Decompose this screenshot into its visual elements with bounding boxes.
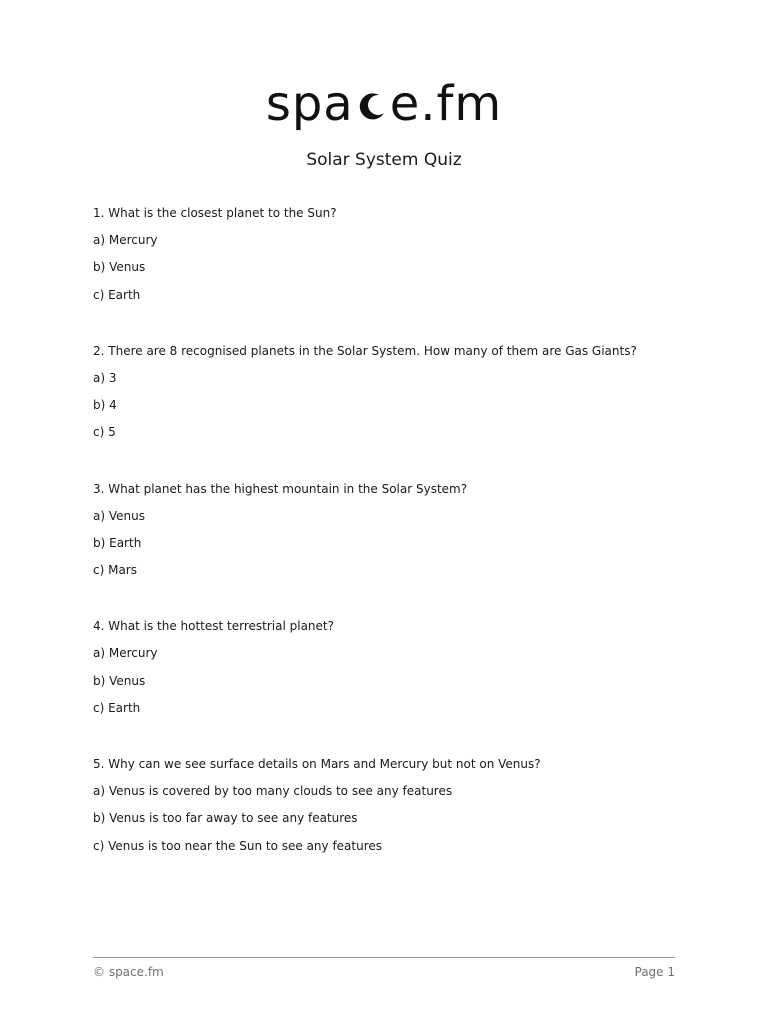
answer-option: b) Venus is too far away to see any features <box>93 811 358 826</box>
logo-text-end: e.fm <box>389 76 503 132</box>
question-text: 2. There are 8 recognised planets in the Solar System. How many of them are Gas Giants? <box>93 343 637 358</box>
answer-option: c) Earth <box>93 287 141 302</box>
footer-copyright: © space.fm <box>93 965 164 979</box>
answer-option: a) Mercury <box>93 646 158 661</box>
footer-divider <box>93 957 675 958</box>
question-block <box>93 613 693 722</box>
crescent-moon-icon <box>357 91 387 121</box>
answer-option: a) Venus is covered by too many clouds to see any features <box>93 784 453 799</box>
answer-option: b) 4 <box>93 398 117 413</box>
answer-option: c) Mars <box>93 563 137 578</box>
question-text: 1. What is the closest planet to the Sun? <box>93 206 337 220</box>
question-block <box>93 338 693 447</box>
answer-option: c) 5 <box>93 425 116 440</box>
answer-option: b) Venus <box>93 260 146 275</box>
question-block <box>93 476 693 585</box>
question-block <box>93 751 693 860</box>
answer-option: a) Mercury <box>93 233 158 248</box>
answer-option: a) 3 <box>93 370 117 385</box>
answer-option: a) Venus <box>93 508 145 523</box>
answer-option: b) Venus <box>93 673 146 688</box>
answer-option: b) Earth <box>93 535 142 550</box>
question-text: 4. What is the hottest terrestrial planet? <box>93 619 334 634</box>
question-text: 5. Why can we see surface details on Mars and Mercury but not on Venus? <box>93 757 541 771</box>
footer-page-number: Page 1 <box>634 965 675 979</box>
quiz-questions <box>93 200 693 889</box>
brand-logo <box>0 74 768 134</box>
logo-text-start: spa <box>265 76 354 132</box>
answer-option: c) Venus is too near the Sun to see any features <box>93 838 383 853</box>
answer-option: c) Earth <box>93 700 141 715</box>
question-text: 3. What planet has the highest mountain in the Solar System? <box>93 481 468 496</box>
question-block <box>93 200 693 309</box>
page-title: Solar System Quiz <box>306 150 462 170</box>
